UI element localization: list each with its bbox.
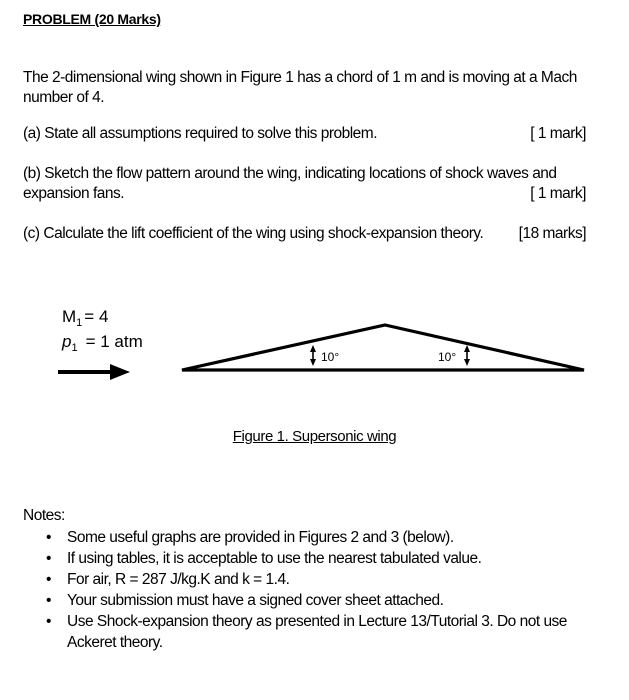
left-angle-marker — [310, 345, 316, 366]
problem-intro: The 2-dimensional wing shown in Figure 1 has a chord of 1 m and is moving at a Mach number of 4. — [23, 69, 577, 106]
note-item: • Use Shock-expansion theory as presented in Lecture 13/Tutorial 3. Do not use Ackeret theory. — [46, 613, 567, 651]
bullet-icon: • — [46, 571, 51, 588]
bullet-icon: • — [46, 550, 51, 567]
note-item: • If using tables, it is acceptable to use the nearest tabulated value. — [46, 550, 482, 567]
right-angle-marker — [464, 345, 470, 366]
problem-heading: PROBLEM (20 Marks) — [23, 11, 161, 27]
note-item: • Your submission must have a signed cover sheet attached. — [46, 592, 444, 609]
question-b-text-line1: (b) Sketch the flow pattern around the wing, indicating locations of shock waves and — [23, 165, 557, 182]
pressure-label: $p_1 = 1$ atm — [62, 332, 143, 354]
notes-title: Notes: — [23, 507, 65, 524]
question-b-text-line2: expansion fans. — [23, 185, 125, 202]
notes-list — [23, 527, 603, 653]
mach-label: $M_1 = 4$ — [62, 307, 109, 329]
question-b-mark: [ 1 mark] — [530, 185, 586, 202]
question-c-mark: [18 marks] — [518, 225, 586, 242]
note-item: • For air, R = 287 J/kg.K and k = 1.4. — [46, 571, 290, 588]
left-angle-label: 10° — [321, 350, 340, 364]
note-item: • Some useful graphs are provided in Figures 2 and 3 (below). — [46, 529, 454, 546]
bullet-icon: • — [46, 529, 51, 546]
flow-direction-arrow — [58, 364, 130, 380]
figure-caption: Figure 1. Supersonic wing — [232, 428, 397, 445]
question-a-text: (a) State all assumptions required to solve this problem. — [23, 125, 378, 142]
bullet-icon: • — [46, 592, 51, 609]
question-a-mark: [ 1 mark] — [530, 125, 586, 142]
wing-profile — [182, 325, 584, 370]
right-angle-label: 10° — [438, 350, 457, 364]
bullet-icon: • — [46, 613, 51, 630]
question-c-text: (c) Calculate the lift coefficient of the wing using shock-expansion theory. — [23, 225, 484, 242]
